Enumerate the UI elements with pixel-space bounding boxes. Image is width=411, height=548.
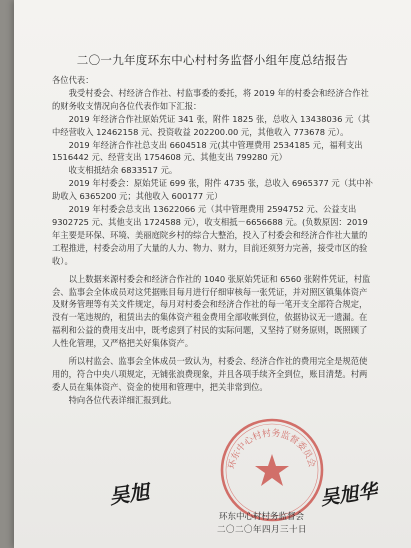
paragraph-coop-income: 2019 年经济合作社原始凭证 341 张，附件 1825 张，总收入 13438036 元（其中经营收入 12462158 元、投资收益 202200.00 元，其他收入 773678 元）。 — [52, 113, 370, 137]
stamp-star-icon — [255, 454, 289, 486]
document-page — [14, 0, 411, 548]
paragraph-committee-income: 2019 年村委会：原始凭证 699 张，附件 4735 张，总收入 6965377 元（其中补助收入 6365200 元；其他收入 600177 元） — [52, 178, 373, 202]
paragraph-audit: 以上数据来源村委会和经济合作社的 1040 张原始凭证和 6560 张附件凭证，村监会、监事会全体成员对这凭据账目每月进行仔细审核每一张凭证，并对照区镇集体资产及财务管理等有关文件规定，每月对村委会和经济合作社的每一笔开支全部符合规定，没有一笔违规的，租赁出去的集体资产租金费用全部收帐到位，依据协议无一遗漏。在福利和公益的费用支出中，既考虑到了村民的实际问题，又坚持了财务原则，既照顾了人性化管理，又严格把关好集体资产。 — [52, 273, 371, 349]
signing-organization: 环东中心村村务监督会 — [219, 512, 305, 522]
paragraph-coop-balance: 收支相抵结余 6833517 元。 — [68, 165, 178, 176]
signature-right: 吴旭华 — [318, 480, 379, 510]
document-body — [52, 74, 374, 407]
paragraph-committee-expense: 2019 年村委会总支出 13622066 元（其中管理费用 2594752 元、公益支出 9302725 元、其他支出 1724588 元），收支相抵－6656688 元。(负数原因：2019 年主要是环保、环境、美丽庭院乡村的综合大整治，投入了村委会和经济合作社大量的工程推进，村委会动用了大量的人力、物力、财力，目前还须努力完善，接受市区的验收）。 — [52, 204, 368, 266]
paragraph-intro: 我受村委会、村经济合作社、村监事委的委托，将 2019 年的村委会和经济合作社的财务收支情况向各位代表作如下汇报： — [52, 87, 369, 111]
paragraph-coop-expense: 2019 年经济合作社总支出 6604518 元(其中管理费用 2534185 元，福利支出 1516442 元、经营支出 1754608 元、其他支出 799280 元） — [52, 139, 363, 163]
document-title: 二〇一九年度环东中心村村务监督小组年度总结报告 — [76, 53, 349, 67]
paragraph-closing: 特向各位代表详细汇报到此。 — [68, 394, 177, 405]
signing-date: 二〇二〇年四月三十日 — [217, 525, 308, 535]
official-seal-stamp — [218, 416, 326, 524]
stamp-text: 环东中心村村务监督委员会 — [227, 428, 317, 470]
paragraph-conclusion: 所以村监会、监事会全体成员一致认为，村委会、经济合作社的费用完全是规范使用的，符合中央八项规定，无铺张浪费现象，并且各项手续齐全到位，账目清楚。村两委人员在集体资产、资金的使用和管理中，把关非常到位。 — [52, 356, 368, 392]
salutation: 各位代表： — [52, 75, 94, 85]
signature-left: 吴旭 — [107, 479, 151, 509]
